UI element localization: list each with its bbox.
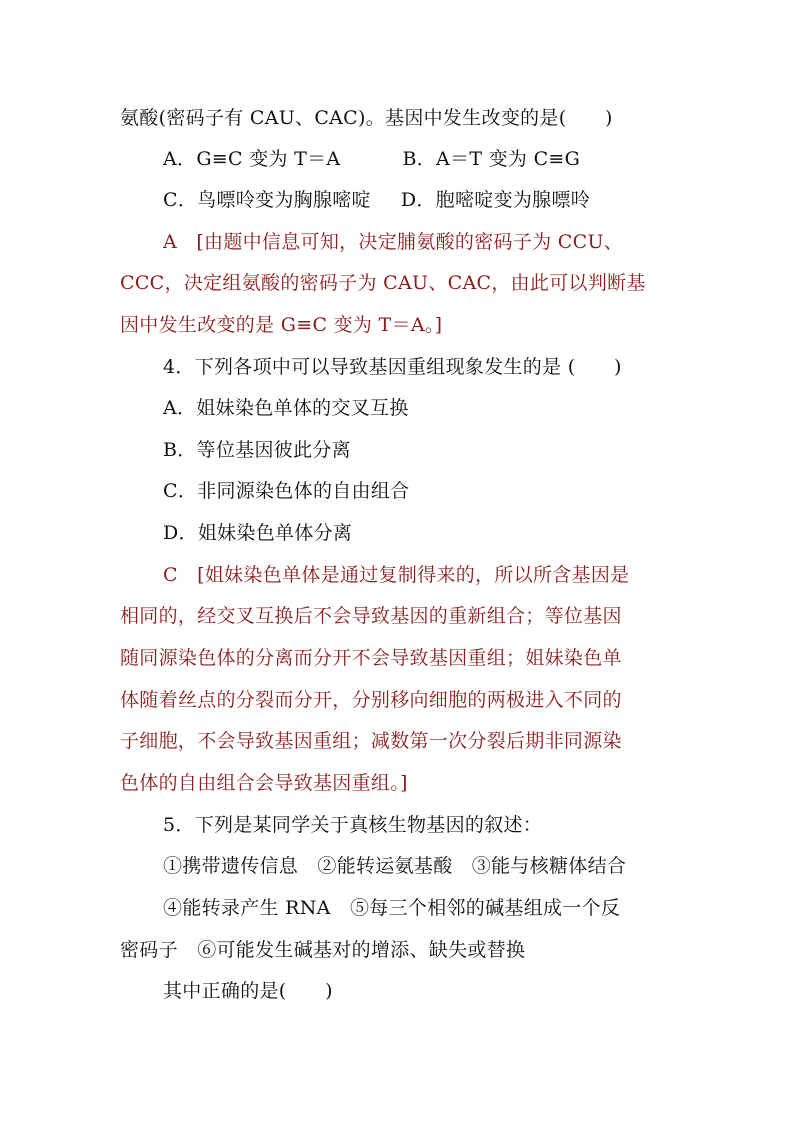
q3-option-a: A．G≡C 变为 T＝A [163,148,341,170]
q4-stem: 4．下列各项中可以导致基因重组现象发生的是 ( ) [163,356,622,378]
q3-answer-line-2: CCC，决定组氨酸的密码子为 CAU、CAC，由此可以判断基 [120,272,646,294]
q3-stem-tail: 氨酸(密码子有 CAU、CAC)。基因中发生改变的是( ) [120,107,613,129]
q3-options-row-1 [163,147,580,171]
q4-answer-line-5: 子细胞，不会导致基因重组；减数第一次分裂后期非同源染 [120,730,622,752]
q3-option-c: C．鸟嘌呤变为胸腺嘧啶 [163,189,371,211]
q5-items-line-1: ①携带遗传信息 ②能转运氨基酸 ③能与核糖体结合 [163,855,627,877]
q4-option-d: D．姐妹染色单体分离 [163,522,353,544]
q3-answer-line-3: 因中发生改变的是 G≡C 变为 T＝A。] [120,314,443,336]
q3-option-b: B．A＝T 变为 C≡G [402,148,581,170]
q3-answer-line-1: A [由题中信息可知，决定脯氨酸的密码子为 CCU、 [163,231,624,253]
q4-option-a: A．姐妹染色单体的交叉互换 [163,397,409,419]
q4-option-b: B．等位基因彼此分离 [163,439,351,461]
q5-items-line-2: ④能转录产生 RNA ⑤每三个相邻的碱基组成一个反 [163,897,621,919]
q5-stem: 5．下列是某同学关于真核生物基因的叙述： [163,814,543,836]
q3-options-row-2 [163,188,590,212]
q4-answer-line-2: 相同的，经交叉互换后不会导致基因的重新组合；等位基因 [120,605,622,627]
q4-answer-line-1: C [姐妹染色单体是通过复制得来的，所以所含基因是 [163,564,630,586]
q4-option-c: C．非同源染色体的自由组合 [163,480,410,502]
q3-option-d: D．胞嘧啶变为腺嘌呤 [400,189,591,211]
q4-answer-line-4: 体随着丝点的分裂而分开，分别移向细胞的两极进入不同的 [120,689,622,711]
q4-answer-line-6: 色体的自由组合会导致基因重组。] [120,772,408,794]
q4-answer-line-3: 随同源染色体的分离而分开不会导致基因重组；姐妹染色单 [120,647,622,669]
q5-items-line-3: 密码子 ⑥可能发生碱基对的增添、缺失或替换 [120,939,526,961]
q5-prompt: 其中正确的是( ) [163,980,333,1002]
